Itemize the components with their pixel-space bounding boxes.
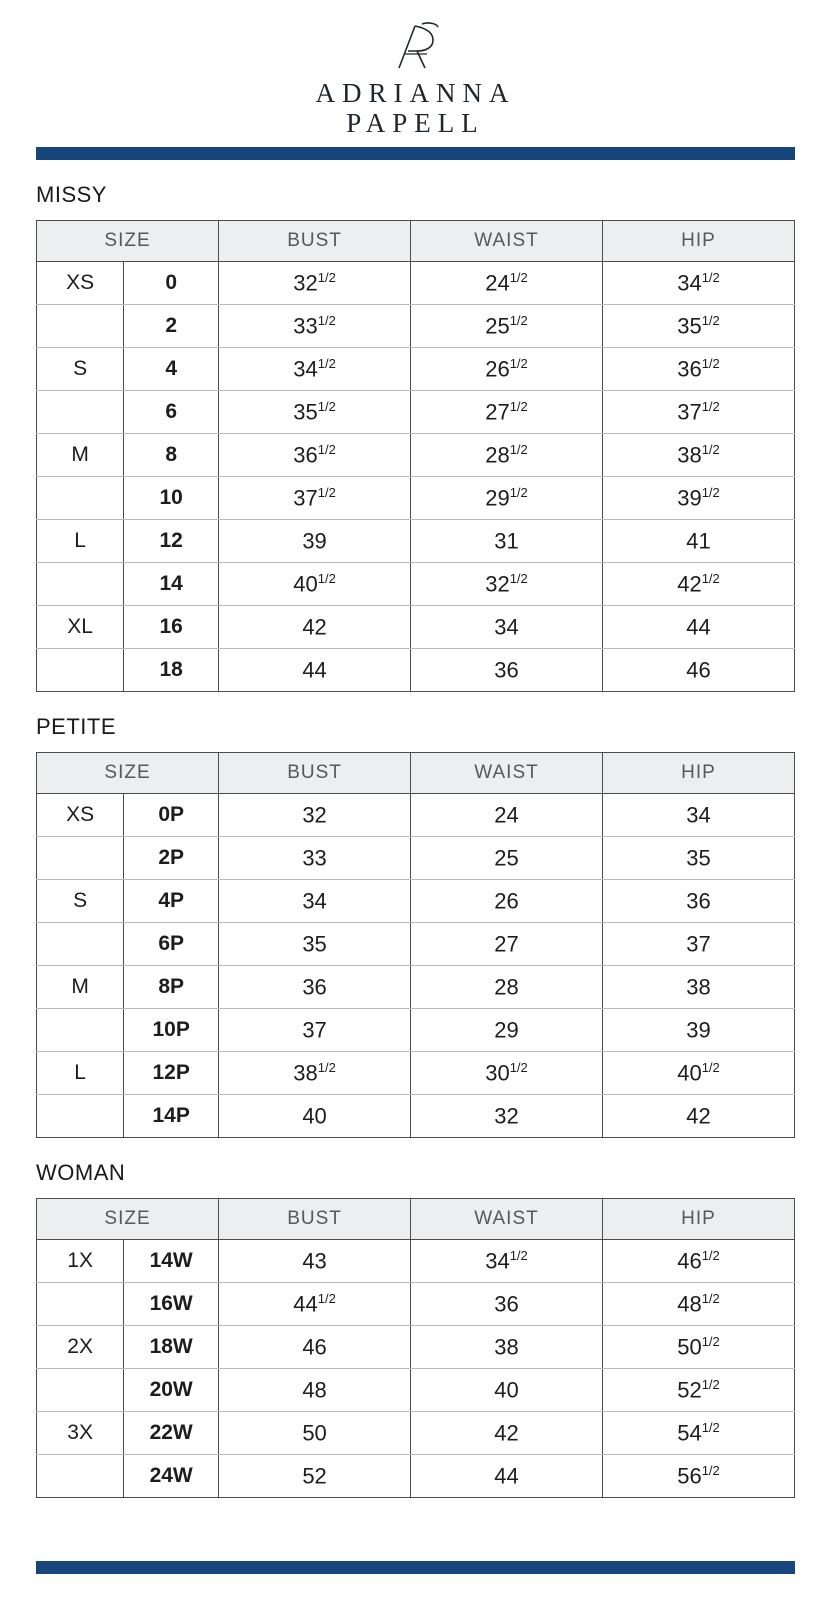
cell-bust: $38^{1/2}$ (219, 1052, 411, 1095)
cell-hip: 37 (602, 923, 794, 966)
table-row (37, 1052, 795, 1095)
cell-numeric-size: 4P (124, 880, 219, 923)
cell-numeric-size: 18W (124, 1326, 219, 1369)
cell-bust: 35 (219, 923, 411, 966)
cell-bust: $37^{1/2}$ (219, 477, 411, 520)
cell-hip: $39^{1/2}$ (602, 477, 794, 520)
cell-hip: $46^{1/2}$ (602, 1240, 794, 1283)
cell-bust: 39 (219, 520, 411, 563)
table-row (37, 1095, 795, 1138)
cell-numeric-size: 8P (124, 966, 219, 1009)
table-header-row (37, 753, 795, 794)
table-row (37, 1240, 795, 1283)
cell-numeric-size: 12P (124, 1052, 219, 1095)
column-header-waist: WAIST (411, 221, 603, 262)
cell-numeric-size: 14W (124, 1240, 219, 1283)
cell-waist: 24 (411, 794, 603, 837)
cell-alpha-size (37, 1283, 124, 1326)
column-header-bust: BUST (219, 221, 411, 262)
cell-alpha-size (37, 477, 124, 520)
cell-numeric-size: 24W (124, 1455, 219, 1498)
column-header-size: SIZE (37, 1199, 219, 1240)
cell-numeric-size: 22W (124, 1412, 219, 1455)
table-row (37, 348, 795, 391)
cell-hip: $37^{1/2}$ (602, 391, 794, 434)
cell-numeric-size: 2 (124, 305, 219, 348)
column-header-size: SIZE (37, 221, 219, 262)
cell-numeric-size: 8 (124, 434, 219, 477)
cell-alpha-size: L (37, 1052, 124, 1095)
cell-numeric-size: 16 (124, 606, 219, 649)
cell-alpha-size (37, 1095, 124, 1138)
cell-hip: $36^{1/2}$ (602, 348, 794, 391)
cell-alpha-size (37, 923, 124, 966)
table-row (37, 1369, 795, 1412)
table-row (37, 563, 795, 606)
cell-hip: $35^{1/2}$ (602, 305, 794, 348)
cell-waist: 42 (411, 1412, 603, 1455)
ap-monogram-icon (381, 22, 451, 74)
cell-bust: 44 (219, 649, 411, 692)
table-row (37, 391, 795, 434)
table-row (37, 606, 795, 649)
table-row (37, 1412, 795, 1455)
cell-alpha-size: L (37, 520, 124, 563)
cell-numeric-size: 12 (124, 520, 219, 563)
cell-numeric-size: 10 (124, 477, 219, 520)
brand-name-line1: ADRIANNA (315, 78, 516, 108)
cell-hip: $38^{1/2}$ (602, 434, 794, 477)
cell-hip: 35 (602, 837, 794, 880)
cell-hip: 36 (602, 880, 794, 923)
cell-numeric-size: 14P (124, 1095, 219, 1138)
table-row (37, 1009, 795, 1052)
cell-alpha-size (37, 1455, 124, 1498)
cell-bust: 40 (219, 1095, 411, 1138)
cell-hip: 38 (602, 966, 794, 1009)
table-body-petite (37, 794, 795, 1138)
cell-waist: 44 (411, 1455, 603, 1498)
cell-bust: $44^{1/2}$ (219, 1283, 411, 1326)
cell-alpha-size: 2X (37, 1326, 124, 1369)
section-title-petite: PETITE (36, 714, 117, 739)
table-row (37, 520, 795, 563)
cell-numeric-size: 6 (124, 391, 219, 434)
section-petite (36, 714, 795, 1138)
cell-alpha-size: S (37, 880, 124, 923)
cell-numeric-size: 4 (124, 348, 219, 391)
table-body-missy (37, 262, 795, 692)
cell-waist: 40 (411, 1369, 603, 1412)
cell-alpha-size (37, 837, 124, 880)
cell-numeric-size: 20W (124, 1369, 219, 1412)
column-header-waist: WAIST (411, 1199, 603, 1240)
cell-numeric-size: 16W (124, 1283, 219, 1326)
table-header-row (37, 221, 795, 262)
cell-bust: 50 (219, 1412, 411, 1455)
table-row (37, 1283, 795, 1326)
bottom-accent-rule (36, 1561, 795, 1574)
cell-alpha-size: XS (37, 262, 124, 305)
table-header-row (37, 1199, 795, 1240)
cell-alpha-size (37, 1369, 124, 1412)
column-header-waist: WAIST (411, 753, 603, 794)
cell-hip: 34 (602, 794, 794, 837)
cell-bust: $36^{1/2}$ (219, 434, 411, 477)
cell-waist: 26 (411, 880, 603, 923)
size-table-woman (36, 1198, 795, 1498)
cell-alpha-size: 1X (37, 1240, 124, 1283)
table-row (37, 1455, 795, 1498)
cell-bust: 43 (219, 1240, 411, 1283)
section-title-missy: MISSY (36, 182, 107, 207)
cell-alpha-size: 3X (37, 1412, 124, 1455)
cell-hip: $56^{1/2}$ (602, 1455, 794, 1498)
table-row (37, 923, 795, 966)
cell-waist: 27 (411, 923, 603, 966)
cell-hip: 39 (602, 1009, 794, 1052)
cell-alpha-size (37, 1009, 124, 1052)
table-row (37, 966, 795, 1009)
cell-bust: $40^{1/2}$ (219, 563, 411, 606)
cell-numeric-size: 0P (124, 794, 219, 837)
cell-alpha-size (37, 649, 124, 692)
cell-bust: 48 (219, 1369, 411, 1412)
cell-waist: $25^{1/2}$ (411, 305, 603, 348)
table-row (37, 837, 795, 880)
cell-hip: $40^{1/2}$ (602, 1052, 794, 1095)
cell-numeric-size: 2P (124, 837, 219, 880)
cell-bust: 34 (219, 880, 411, 923)
cell-numeric-size: 18 (124, 649, 219, 692)
cell-alpha-size (37, 563, 124, 606)
table-row (37, 794, 795, 837)
cell-waist: 28 (411, 966, 603, 1009)
cell-alpha-size (37, 305, 124, 348)
cell-bust: 46 (219, 1326, 411, 1369)
cell-waist: 29 (411, 1009, 603, 1052)
table-row (37, 649, 795, 692)
column-header-bust: BUST (219, 1199, 411, 1240)
cell-bust: 33 (219, 837, 411, 880)
cell-bust: $32^{1/2}$ (219, 262, 411, 305)
table-row (37, 880, 795, 923)
cell-waist: $32^{1/2}$ (411, 563, 603, 606)
size-table-missy (36, 220, 795, 692)
cell-hip: $48^{1/2}$ (602, 1283, 794, 1326)
cell-bust: 37 (219, 1009, 411, 1052)
table-row (37, 305, 795, 348)
cell-bust: $35^{1/2}$ (219, 391, 411, 434)
brand-name-line2: PAPELL (346, 108, 485, 138)
table-row (37, 1326, 795, 1369)
brand-header (0, 0, 831, 137)
cell-bust: 42 (219, 606, 411, 649)
cell-waist: $34^{1/2}$ (411, 1240, 603, 1283)
cell-hip: 44 (602, 606, 794, 649)
column-header-hip: HIP (602, 753, 794, 794)
column-header-bust: BUST (219, 753, 411, 794)
column-header-hip: HIP (602, 1199, 794, 1240)
column-header-hip: HIP (602, 221, 794, 262)
cell-waist: 25 (411, 837, 603, 880)
cell-alpha-size (37, 391, 124, 434)
cell-hip: $42^{1/2}$ (602, 563, 794, 606)
section-title-woman: WOMAN (36, 1160, 126, 1185)
cell-waist: $28^{1/2}$ (411, 434, 603, 477)
cell-waist: $24^{1/2}$ (411, 262, 603, 305)
cell-bust: 36 (219, 966, 411, 1009)
cell-alpha-size: XL (37, 606, 124, 649)
cell-waist: $27^{1/2}$ (411, 391, 603, 434)
cell-hip: $34^{1/2}$ (602, 262, 794, 305)
column-header-size: SIZE (37, 753, 219, 794)
cell-waist: $30^{1/2}$ (411, 1052, 603, 1095)
cell-alpha-size: M (37, 966, 124, 1009)
cell-waist: $26^{1/2}$ (411, 348, 603, 391)
cell-waist: 32 (411, 1095, 603, 1138)
cell-hip: 46 (602, 649, 794, 692)
table-row (37, 434, 795, 477)
cell-alpha-size: M (37, 434, 124, 477)
cell-hip: $52^{1/2}$ (602, 1369, 794, 1412)
section-woman (36, 1160, 795, 1498)
cell-hip: $54^{1/2}$ (602, 1412, 794, 1455)
top-accent-rule (36, 147, 795, 160)
table-row (37, 477, 795, 520)
cell-numeric-size: 14 (124, 563, 219, 606)
size-table-petite (36, 752, 795, 1138)
cell-waist: 36 (411, 649, 603, 692)
cell-hip: 41 (602, 520, 794, 563)
cell-alpha-size: XS (37, 794, 124, 837)
cell-hip: 42 (602, 1095, 794, 1138)
cell-hip: $50^{1/2}$ (602, 1326, 794, 1369)
table-body-woman (37, 1240, 795, 1498)
cell-waist: 38 (411, 1326, 603, 1369)
cell-bust: 32 (219, 794, 411, 837)
cell-waist: 36 (411, 1283, 603, 1326)
cell-numeric-size: 6P (124, 923, 219, 966)
cell-bust: 52 (219, 1455, 411, 1498)
cell-numeric-size: 0 (124, 262, 219, 305)
cell-bust: $34^{1/2}$ (219, 348, 411, 391)
cell-waist: 31 (411, 520, 603, 563)
cell-alpha-size: S (37, 348, 124, 391)
section-missy (36, 182, 795, 692)
cell-bust: $33^{1/2}$ (219, 305, 411, 348)
cell-waist: $29^{1/2}$ (411, 477, 603, 520)
cell-numeric-size: 10P (124, 1009, 219, 1052)
table-row (37, 262, 795, 305)
cell-waist: 34 (411, 606, 603, 649)
